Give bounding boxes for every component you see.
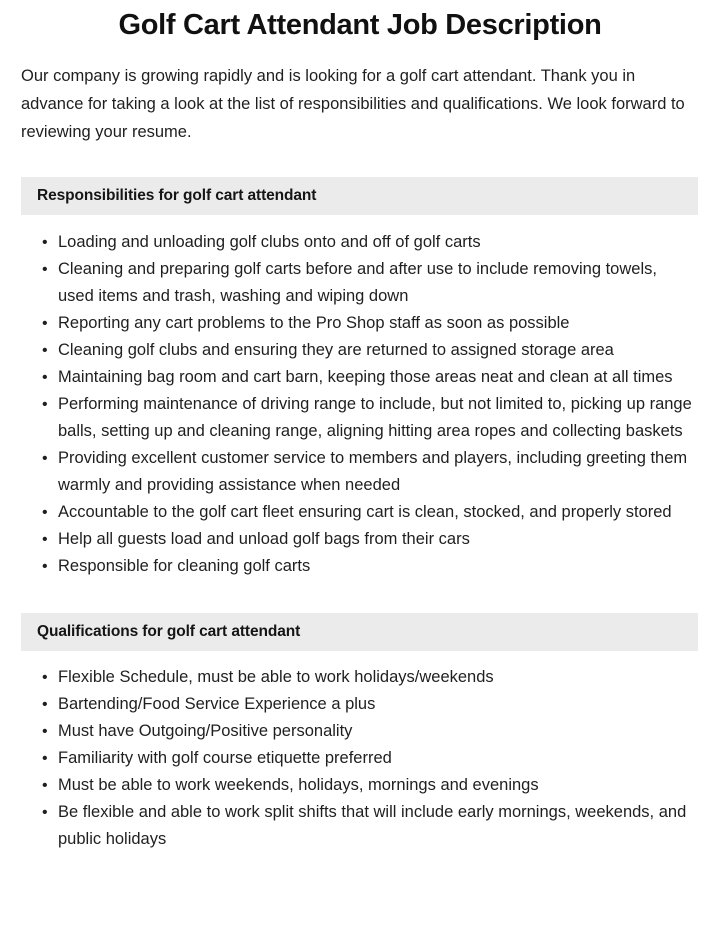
list-item: • Familiarity with golf course etiquette preferred — [0, 745, 720, 772]
section-qualifications — [0, 613, 720, 853]
page-title: Golf Cart Attendant Job Description — [118, 9, 602, 41]
list-item: • Bartending/Food Service Experience a plus — [0, 691, 720, 718]
list-item: • Flexible Schedule, must be able to work holidays/weekends — [0, 664, 720, 691]
qualifications-list — [0, 651, 720, 853]
section-header-band-responsibilities — [21, 177, 698, 215]
section-heading-qualifications: Qualifications for golf cart attendant — [37, 623, 301, 640]
section-responsibilities — [0, 177, 720, 580]
section-heading-responsibilities: Responsibilities for golf cart attendant — [37, 187, 317, 204]
section-header-band-qualifications — [21, 613, 698, 651]
list-item: • Help all guests load and unload golf bags from their cars — [0, 526, 720, 553]
list-item: • Accountable to the golf cart fleet ensuring cart is clean, stocked, and properly stored — [0, 499, 720, 526]
list-item: • Responsible for cleaning golf carts — [0, 553, 720, 580]
list-item: • Cleaning golf clubs and ensuring they are returned to assigned storage area — [0, 337, 720, 364]
list-item: • Be flexible and able to work split shifts that will include early mornings, weekends, and public holidays — [0, 799, 720, 853]
intro-paragraph: Our company is growing rapidly and is looking for a golf cart attendant. Thank you in advance for taking a look at the list of responsibilities and qualifications. We look forward to reviewing your resume. — [21, 67, 685, 141]
list-item: • Providing excellent customer service to members and players, including greeting them warmly and providing assistance when needed — [0, 445, 720, 499]
responsibilities-list — [0, 215, 720, 580]
list-item: • Maintaining bag room and cart barn, keeping those areas neat and clean at all times — [0, 364, 720, 391]
list-item: • Loading and unloading golf clubs onto and off of golf carts — [0, 229, 720, 256]
list-item: • Performing maintenance of driving range to include, but not limited to, picking up range balls, setting up and cleaning range, aligning hitting area ropes and collecting baskets — [0, 391, 720, 445]
list-item: • Cleaning and preparing golf carts before and after use to include removing towels, used items and trash, washing and wiping down — [0, 256, 720, 310]
list-item: • Must be able to work weekends, holidays, mornings and evenings — [0, 772, 720, 799]
list-item: • Reporting any cart problems to the Pro Shop staff as soon as possible — [0, 310, 720, 337]
list-item: • Must have Outgoing/Positive personality — [0, 718, 720, 745]
